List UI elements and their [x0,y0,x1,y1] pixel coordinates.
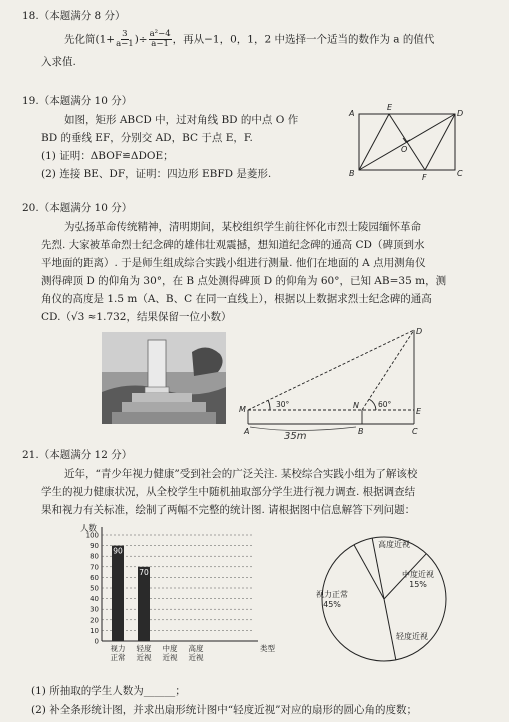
angle-label-30: 30° [276,400,290,409]
x-tick-label: 近视 [188,653,204,662]
q20-measurement-figure [236,324,436,440]
q18-fraction-2 [149,30,172,49]
y-tick-label: 50 [90,584,99,593]
q21-line2: 学生的视力健康状况，从全校学生中随机抽取部分学生进行视力调查. 根据调查结 [41,486,416,498]
y-tick-label: 20 [90,616,99,625]
slice-label: 中度近视 [402,570,434,579]
x-tick-label: 近视 [136,653,152,662]
x-tick-label: 中度 [162,644,178,653]
q21-bar-chart [58,515,278,671]
y-tick-label: 80 [90,552,99,561]
label-a: A [244,427,250,436]
label-d: D [416,327,423,336]
angle-arc-30 [268,400,270,410]
q19-rectangle-figure [345,100,470,182]
y-tick-label: 40 [90,595,99,604]
q20-line1: 为弘扬革命传统精神，清明期间，某校组织学生前往怀化市烈士陵园缅怀革命 [64,221,421,233]
q20-title: 20.（本题满分 10 分） [22,202,133,214]
q21-line3: 果和视力有关标准，绘制了两幅不完整的统计图. 请根据图中信息解答下列问题： [41,504,416,516]
label-c: C [412,427,418,436]
bar-data-label: 90 [113,546,123,556]
angle-arc-60 [369,399,376,410]
x-tick-label: 高度 [188,644,204,653]
label-e: E [416,407,422,416]
q18-line2: 入求值. [41,56,76,68]
monument-illustration [102,332,226,424]
label-m: M [239,405,246,414]
q18-expression [64,30,434,49]
slice-label: 高度近视 [378,540,410,549]
q19-line1: 如图，矩形 ABCD 中，过对角线 BD 的中点 O 作 [64,114,299,126]
q20-line4: 测得碑顶 D 的仰角为 30°，在 B 点处测得碑顶 D 的仰角为 60°，已知 AB=35 m，测 [41,275,447,287]
label-n: N [353,401,359,410]
q18-fraction-1 [116,30,134,49]
x-axis-label: 类型 [260,644,275,653]
q18-text-a: 先化简(1+ [64,33,116,46]
q20-line3: 平地面的距离）. 于是师生组成综合实践小组进行测量. 他们在地面的 A 点用测角仪 [41,257,426,269]
label-d: D [457,109,464,118]
y-tick-label: 100 [85,531,99,540]
q18-frac2-num: a²−4 [149,29,171,39]
label-c: C [457,169,463,178]
y-tick-label: 70 [90,563,99,572]
y-tick-label: 10 [90,626,99,635]
q18-frac1-num: 3 [122,29,128,39]
x-tick-label: 近视 [162,653,178,662]
x-tick-label: 轻度 [136,644,152,653]
q19-line3: (1) 证明：ΔBOF≌ΔDOE； [41,150,174,162]
q21-sub2: (2) 补全条形统计图，并求出扇形统计图中“轻度近视”对应的扇形的圆心角的度数； [31,704,417,716]
slice-boundary [384,599,396,660]
y-tick-label: 90 [90,542,99,551]
bar [112,546,124,641]
q20-line5: 角仪的高度是 1.5 m（A、B、C 在同一直线上），根据以上数据求烈士纪念碑的通高 [41,293,432,305]
q18-text-c: ，再从−1，0，1，2 中选择一个适当的数作为 a 的值代 [172,33,435,46]
q18-frac2-den: a−1 [151,39,169,49]
angle-label-60: 60° [378,400,392,409]
label-b: B [358,427,364,436]
bar-data-label: 70 [139,567,149,577]
q19-line4: (2) 连接 BE、DF，证明：四边形 EBFD 是菱形. [41,168,272,180]
q21-sub1: (1) 所抽取的学生人数为______； [31,685,186,697]
label-e: E [387,103,393,112]
q20-line6: CD.（√3 ≈1.732，结果保留一位小数） [41,311,232,323]
q20-line2: 先烈. 大家被革命烈士纪念碑的雄伟壮观震撼，想知道纪念碑的通高 CD（碑顶到水 [41,239,425,251]
slice-label: 轻度近视 [396,632,428,641]
q19-title: 19.（本题满分 10 分） [22,95,133,107]
q18-frac1-den: a−1 [116,39,134,49]
monument-photo [102,332,226,424]
q21-title: 21.（本题满分 12 分） [22,449,133,461]
handwritten-brace [250,427,356,431]
label-o: O [401,145,408,154]
slice-value-label: 15% [409,580,427,589]
label-f: F [422,173,427,182]
x-tick-label: 视力 [110,644,126,653]
slice-boundary [354,545,384,599]
sight-line-nd [362,330,414,410]
q18-title: 18.（本题满分 8 分） [22,10,126,22]
y-tick-label: 0 [94,637,99,646]
y-tick-label: 60 [90,573,99,582]
handwritten-35m: 35m [284,431,307,440]
y-tick-label: 30 [90,605,99,614]
label-a: A [349,109,355,118]
q21-pie-chart [300,517,480,667]
q21-line1: 近年，“青少年视力健康”受到社会的广泛关注. 某校综合实践小组为了解该校 [64,468,418,480]
q18-text-b: )÷ [134,33,148,46]
q19-line2: BD 的垂线 EF，分别交 AD，BC 于点 E，F. [41,132,253,144]
x-tick-label: 正常 [110,653,126,662]
slice-label: 视力正常 [316,590,348,599]
sight-line-md [248,330,414,410]
y-axis-label: 人数 [80,524,98,534]
bar [138,567,150,641]
label-b: B [349,169,355,178]
slice-value-label: 45% [323,600,341,609]
